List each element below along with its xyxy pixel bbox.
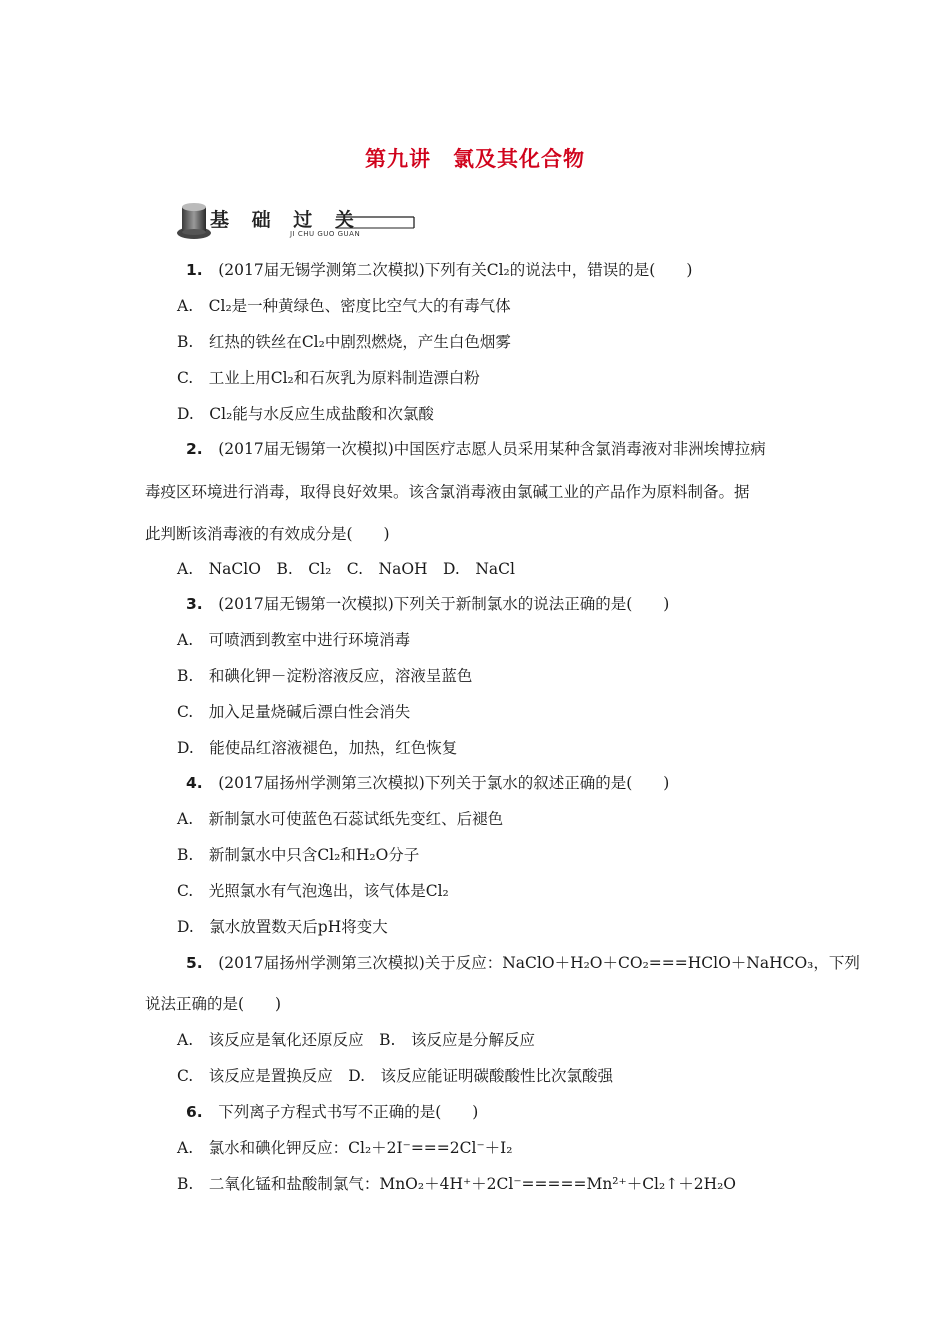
option-b: B. 红热的铁丝在Cl₂中剧烈燃烧，产生白色烟雾 [177, 333, 511, 351]
option-a: A. Cl₂是一种黄绿色、密度比空气大的有毒气体 [177, 297, 511, 315]
option-c: C. 加入足量烧碱后漂白性会消失 [177, 703, 411, 721]
question-stem: (2017届无锡学测第二次模拟)下列有关Cl₂的说法中，错误的是( ) [218, 261, 693, 279]
option-a: A. 可喷洒到教室中进行环境消毒 [177, 631, 411, 649]
option-d: D. 氯水放置数天后pH将变大 [177, 918, 388, 936]
question-number: 2. [186, 440, 203, 458]
question-stem: (2017届无锡第一次模拟)下列关于新制氯水的说法正确的是( ) [218, 595, 670, 613]
option-d: D. Cl₂能与水反应生成盐酸和次氯酸 [177, 405, 434, 423]
question-number: 1. [186, 261, 203, 279]
option-c: C. 光照氯水有气泡逸出，该气体是Cl₂ [177, 882, 449, 900]
question-number: 5. [186, 954, 203, 972]
question-stem: (2017届扬州学测第三次模拟)关于反应：NaClO＋H₂O＋CO₂===HClO＋NaHCO₃，下列 [218, 954, 860, 972]
option-c: C. 工业上用Cl₂和石灰乳为原料制造漂白粉 [177, 369, 480, 387]
section-sublabel: JI CHU GUO GUAN [290, 230, 361, 238]
question-number: 3. [186, 595, 203, 613]
question-4 [186, 773, 669, 793]
options-cd: C. 该反应是置换反应 D. 该反应能证明碳酸酸性比次氯酸强 [177, 1067, 614, 1085]
section-banner [176, 201, 426, 243]
section-label: 基 础 过 关 [210, 209, 362, 231]
options-inline: A. NaClO B. Cl₂ C. NaOH D. NaCl [177, 560, 515, 578]
options-ab: A. 该反应是氧化还原反应 B. 该反应是分解反应 [177, 1031, 535, 1049]
option-b: B. 二氧化锰和盐酸制氯气：MnO₂＋4H⁺＋2Cl⁻=====Mn²⁺＋Cl₂↑＋2H₂O [177, 1175, 737, 1193]
option-a: A. 新制氯水可使蓝色石蕊试纸先变红、后褪色 [177, 810, 504, 828]
option-a: A. 氯水和碘化钾反应：Cl₂＋2I⁻===2Cl⁻＋I₂ [177, 1139, 513, 1157]
question-stem: (2017届无锡第一次模拟)中国医疗志愿人员采用某种含氯消毒液对非洲埃博拉病 [218, 440, 766, 458]
question-stem: 下列离子方程式书写不正确的是( ) [218, 1103, 479, 1121]
question-6 [186, 1102, 478, 1122]
question-stem: (2017届扬州学测第三次模拟)下列关于氯水的叙述正确的是( ) [218, 774, 670, 792]
question-stem-cont: 说法正确的是( ) [145, 995, 282, 1013]
question-3 [186, 594, 669, 614]
option-b: B. 新制氯水中只含Cl₂和H₂O分子 [177, 846, 420, 864]
question-5 [186, 953, 860, 973]
page-title: 第九讲 氯及其化合物 [365, 147, 585, 171]
option-d: D. 能使品红溶液褪色，加热，红色恢复 [177, 739, 458, 757]
option-b: B. 和碘化钾－淀粉溶液反应，溶液呈蓝色 [177, 667, 473, 685]
question-2 [186, 439, 766, 459]
question-stem-cont: 毒疫区环境进行消毒，取得良好效果。该含氯消毒液由氯碱工业的产品作为原料制备。据 [145, 483, 750, 501]
question-1 [186, 260, 692, 280]
question-number: 6. [186, 1103, 203, 1121]
question-number: 4. [186, 774, 203, 792]
question-stem-cont: 此判断该消毒液的有效成分是( ) [145, 525, 390, 543]
